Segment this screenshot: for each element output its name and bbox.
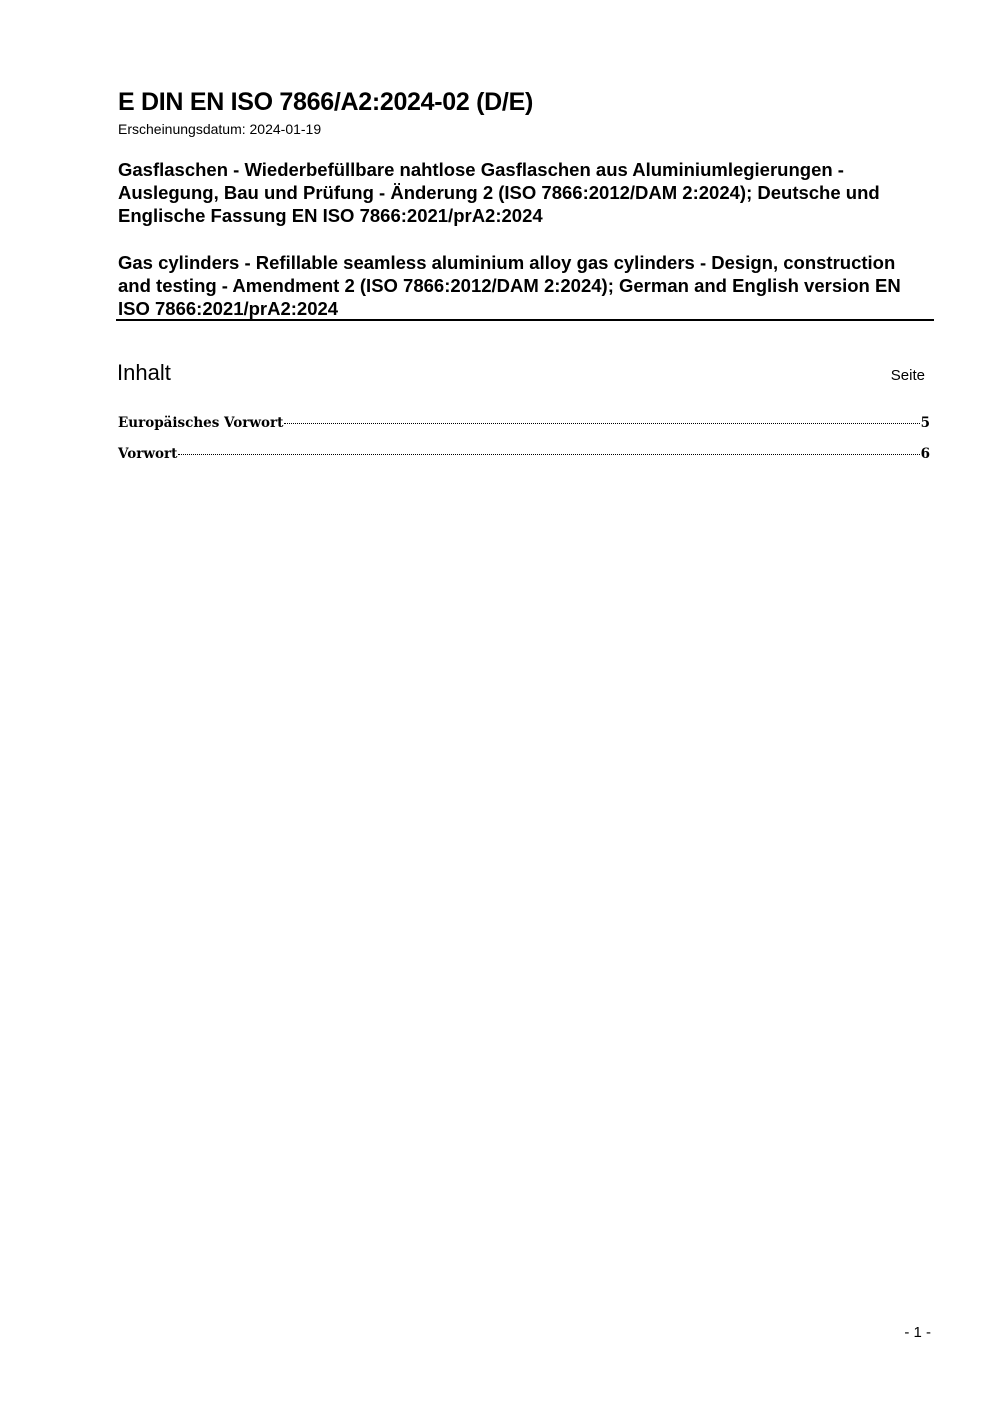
title-german: Gasflaschen - Wiederbefüllbare nahtlose Gasflaschen aus Aluminiumlegierungen - Auslegung, Bau und Prüfung - Änderung 2 (ISO 7866:2012/DAM 2:2024); Deutsche und Englische Fassung EN ISO 7866:2021/prA2:2024 bbox=[118, 159, 880, 226]
toc-dot-leader bbox=[284, 423, 919, 424]
toc-heading: Inhalt bbox=[117, 360, 171, 385]
toc-entry-europaeisches-vorwort[interactable] bbox=[118, 415, 930, 446]
toc-entry-label: Vorwort bbox=[118, 446, 178, 462]
title-english: Gas cylinders - Refillable seamless aluminium alloy gas cylinders - Design, construction and testing - Amendment 2 (ISO 7866:2012/DAM 2:2024); German and English version EN ISO 7866:2021/prA2:2024 bbox=[118, 252, 901, 319]
toc-page-column-label: Seite bbox=[890, 367, 925, 384]
document-designation: E DIN EN ISO 7866/A2:2024-02 (D/E) bbox=[118, 88, 533, 116]
table-of-contents bbox=[118, 415, 930, 477]
page-number: - 1 - bbox=[904, 1324, 931, 1341]
title-divider bbox=[116, 319, 934, 321]
publication-date: Erscheinungsdatum: 2024-01-19 bbox=[118, 121, 322, 137]
toc-entry-label: Europäisches Vorwort bbox=[118, 415, 284, 431]
toc-entry-page: 5 bbox=[920, 415, 930, 431]
toc-dot-leader bbox=[178, 454, 919, 455]
toc-entry-vorwort[interactable] bbox=[118, 446, 930, 477]
toc-entry-page: 6 bbox=[920, 446, 930, 462]
